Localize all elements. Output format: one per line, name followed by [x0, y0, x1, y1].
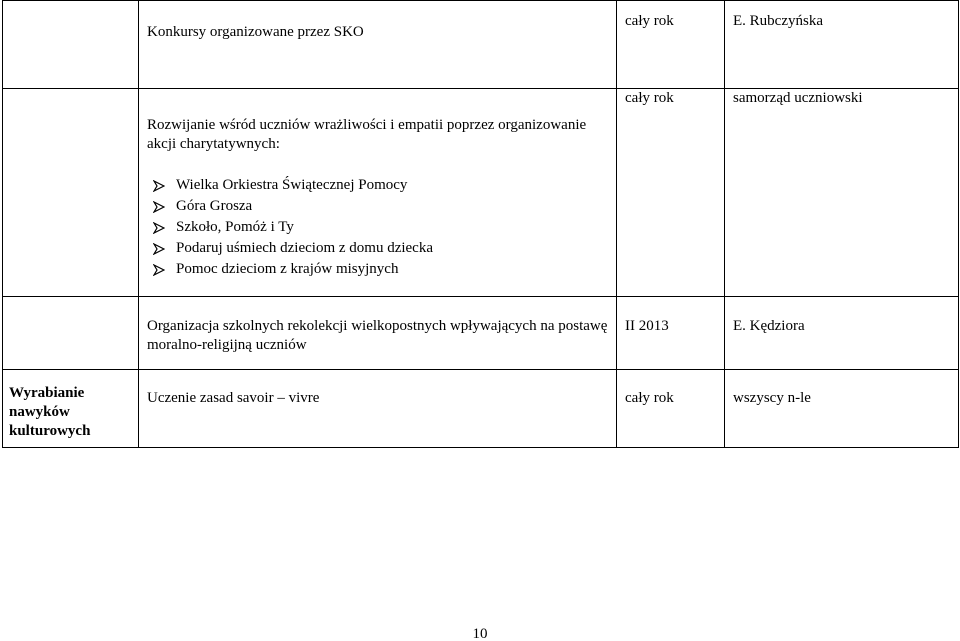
- list-item: [152, 238, 608, 259]
- charity-actions-list: [147, 154, 608, 280]
- table-row: [3, 297, 959, 370]
- responsible-text: wszyscy n-le: [733, 390, 811, 406]
- table-row: [3, 1, 959, 89]
- responsible-cell: [725, 297, 959, 370]
- term-text: cały rok: [625, 13, 674, 29]
- list-item-label: Szkoło, Pomóż i Ty: [176, 219, 294, 235]
- arrow-bullet-icon: [153, 201, 165, 213]
- area-cell: [3, 297, 139, 370]
- responsible-cell: [725, 370, 959, 448]
- responsible-cell: [725, 1, 959, 89]
- task-cell: [139, 89, 617, 297]
- term-cell: [617, 370, 725, 448]
- task-cell: [139, 1, 617, 89]
- list-item: [152, 175, 608, 196]
- list-item-label: Wielka Orkiestra Świątecznej Pomocy: [176, 177, 408, 193]
- task-text: Uczenie zasad savoir – vivre: [147, 390, 320, 406]
- area-cell: [3, 89, 139, 297]
- term-cell: [617, 89, 725, 297]
- activities-table: [2, 0, 959, 448]
- task-cell: [139, 370, 617, 448]
- responsible-text: samorząd uczniowski: [733, 90, 863, 106]
- list-item: [152, 259, 608, 280]
- responsible-text: E. Rubczyńska: [733, 13, 823, 29]
- arrow-bullet-icon: [153, 243, 165, 255]
- list-item: [152, 217, 608, 238]
- table-row: [3, 89, 959, 297]
- area-cell: [3, 1, 139, 89]
- arrow-bullet-icon: [153, 180, 165, 192]
- area-cell: Wyrabianie nawyków kulturowych: [3, 370, 139, 448]
- task-text: Konkursy organizowane przez SKO: [147, 24, 364, 40]
- task-text: Organizacja szkolnych rekolekcji wielkopostnych wpływających na postawę moralno-religijną uczniów: [147, 318, 608, 353]
- list-item: [152, 196, 608, 217]
- page-number: 10: [472, 626, 488, 641]
- arrow-bullet-icon: [153, 264, 165, 276]
- term-text: II 2013: [625, 318, 669, 334]
- term-text: cały rok: [625, 90, 674, 106]
- responsible-cell: [725, 89, 959, 297]
- arrow-bullet-icon: [153, 222, 165, 234]
- term-text: cały rok: [625, 390, 674, 406]
- task-text: Rozwijanie wśród uczniów wrażliwości i empatii poprzez organizowanie akcji charytatywnych:: [147, 117, 587, 152]
- term-cell: [617, 297, 725, 370]
- list-item-label: Góra Grosza: [176, 198, 253, 214]
- table-row: [3, 370, 959, 448]
- term-cell: [617, 1, 725, 89]
- responsible-text: E. Kędziora: [733, 318, 805, 334]
- list-item-label: Podaruj uśmiech dzieciom z domu dziecka: [176, 240, 433, 256]
- list-item-label: Pomoc dzieciom z krajów misyjnych: [176, 261, 399, 277]
- task-cell: [139, 297, 617, 370]
